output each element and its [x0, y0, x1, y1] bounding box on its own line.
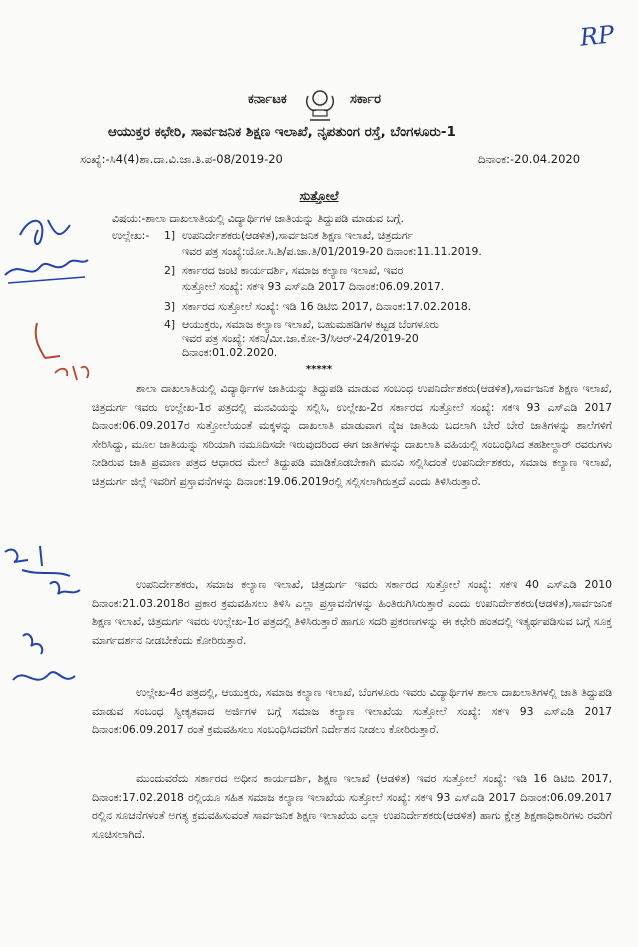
reference-2-line-2: ಸುತ್ತೋಲೆ ಸಂಖ್ಯೆ: ಸಕಇ 93 ಎಸ್ಎಡಿ 2017 ದಿನಾಂಕ:06.09.2017.	[182, 280, 445, 293]
paragraph-1: ಶಾಲಾ ದಾಖಲಾತಿಯಲ್ಲಿ ವಿದ್ಯಾರ್ಥಿಗಳ ಜಾತಿಯನ್ನು ತಿದ್ದುಪಡಿ ಮಾಡುವ ಸಂಬಂಧ ಉಪನಿರ್ದೇಶಕರು(ಆಡಳಿತ),ಸಾರ್ವಜನಿಕ ಶಿಕ್ಷಣ ಇಲಾಖೆ, ಚಿತ್ರದುರ್ಗ ಇವರು ಉಲ್ಲೇಖ-1ರ ಪತ್ರದಲ್ಲಿ ಮನವಿಯನ್ನು ಸಲ್ಲಿಸಿ, ಉಲ್ಲೇಖ-2ರ ಸರ್ಕಾರದ ಸುತ್ತೋಲೆ ಸಂಖ್ಯೆ: ಸಕಇ 93 ಎಸ್ಎಡಿ 2017 ದಿನಾಂಕ:06.09.2017ರ ಸುತ್ತೋಲೆಯಂತೆ ಮಕ್ಕಳನ್ನು ದಾಖಲಾತಿ ಮಾಡುವಾಗ ನೈಜ ಜಾತಿಯ ಬದಲಾಗಿ ಬೇರೆ ಬೇರೆ ಜಾತಿಗಳನ್ನು ಶಾಲೆಗಳಿಗೆ ಸೇರಿಸಿದ್ದು, ಮೂಲ ಜಾತಿಯನ್ನು ಸರಿಯಾಗಿ ನಮೂದಿಸದೇ ಇರುವುದರಿಂದ ಈಗ ಜಾತಿಗಳನ್ನು ದಾಖಲಾತಿ ವಹಿಯಲ್ಲಿ ಸಂಬಂಧಿಸಿದ ತಹಶೀಲ್ದಾರ್ ರವರುಗಳು ನೀಡಿರುವ ಜಾತಿ ಪ್ರಮಾಣ ಪತ್ರದ ಆಧಾರದ ಮೇಲೆ ತಿದ್ದುಪಡಿ ಮಾಡಿಕೊಡಬೇಕಾಗಿ ಮನವಿ ಸಲ್ಲಿಸಿದಂತೆ ಉಪನಿರ್ದೇಶಕರು, ಸಮಾಜ ಕಲ್ಯಾಣ ಇಲಾಖೆ, ಚಿತ್ರದುರ್ಗ ಜಿಲ್ಲೆ ಇವರಿಗೆ ಪ್ರಸ್ತಾವನೆಗಳನ್ನು ದಿನಾಂಕ:19.06.2019ರಲ್ಲಿ ಸಲ್ಲಿಸಲಾಗಿರುತ್ತದೆ ಎಂದು ತಿಳಿಸಿರುತ್ತಾರೆ.	[92, 382, 612, 488]
reference-1-number: 1]	[164, 229, 176, 242]
issue-date: ದಿನಾಂಕ:-20.04.2020	[478, 152, 581, 166]
reference-3-number: 3]	[164, 300, 176, 313]
reference-4-line-3: ದಿನಾಂಕ:01.02.2020.	[182, 346, 278, 359]
government-emblem-icon	[300, 84, 340, 124]
reference-4-line-2: ಇವರ ಪತ್ರ ಸಂಖ್ಯೆ: ಸಕನಿ/ಮೀ.ಜಾ.ಕೋ-3/ಸಿಆರ್-24/2019-20	[182, 332, 419, 345]
reference-3-line-1: ಸರ್ಕಾರದ ಸುತ್ತೋಲೆ ಸಂಖ್ಯೆ: ಇಡಿ 16 ಡಿಟಿಬಿ 2017, ದಿನಾಂಕ:17.02.2018.	[182, 300, 472, 313]
separator-stars: *****	[305, 364, 333, 375]
paragraph-4: ಮುಂದುವರೆದು ಸರ್ಕಾರದ ಅಧೀನ ಕಾರ್ಯದರ್ಶಿ, ಶಿಕ್ಷಣ ಇಲಾಖೆ (ಆಡಳಿತ) ಇವರ ಸುತ್ತೋಲೆ ಸಂಖ್ಯೆ: ಇಡಿ 16 ಡಿಟಿಬಿ 2017, ದಿನಾಂಕ:17.02.2018 ರಲ್ಲಿಯೂ ಸಹಿತ ಸಮಾಜ ಕಲ್ಯಾಣ ಇಲಾಖೆಯ ಸುತ್ತೋಲೆ ಸಂಖ್ಯೆ: ಸಕಇ 93 ಎಸ್ಎಡಿ 2017 ದಿನಾಂಕ:06.09.2017 ರಲ್ಲಿನ ಸೂಚನೆಗಳಂತೆ ಅಗತ್ಯ ಕ್ರಮವಹಿಸುವಂತೆ ಸಾರ್ವಜನಿಕ ಶಿಕ್ಷಣ ಇಲಾಖೆಯ ಎಲ್ಲಾ ಉಪನಿರ್ದೇಶಕರು(ಆಡಳಿತ) ಹಾಗು ಕ್ಷೇತ್ರ ಶಿಕ್ಷಣಾಧಿಕಾರಿಗಳು ರವರಿಗೆ ಸೂಚಿಸಲಾಗಿದೆ.	[92, 772, 612, 841]
margin-note-scribble	[0, 540, 90, 610]
reference-1-line-2: ಇವರ ಪತ್ರ ಸಂಖ್ಯೆ:ಯೋ.ಸಿ.ಶಿ/ಪ.ಜಾ.ತಿ/01/2019-20 ದಿನಾಂಕ:11.11.2019.	[182, 245, 482, 258]
subject-line: ವಿಷಯ:-ಶಾಲಾ ದಾಖಲಾತಿಯಲ್ಲಿ ವಿದ್ಯಾರ್ಥಿಗಳ ಜಾತಿಯನ್ನು ತಿದ್ದುಪಡಿ ಮಾಡುವ ಬಗ್ಗೆ.	[112, 212, 404, 225]
paragraph-2: ಉಪನಿರ್ದೇಶಕರು, ಸಮಾಜ ಕಲ್ಯಾಣ ಇಲಾಖೆ, ಚಿತ್ರದುರ್ಗ ಇವರು ಸರ್ಕಾರದ ಸುತ್ತೋಲೆ ಸಂಖ್ಯೆ: ಸಕಇ 40 ಎಸ್ಎಡಿ 2010 ದಿನಾಂಕ:21.03.2018ರ ಪ್ರಕಾರ ಕ್ರಮವಹಿಸಲು ತಿಳಿಸಿ ಎಲ್ಲಾ ಪ್ರಸ್ತಾವನೆಗಳನ್ನು ಹಿಂತಿರುಗಿಸಿರುತ್ತಾರೆ ಎಂದು ಉಪನಿರ್ದೇಶಕರು(ಆಡಳಿತ),ಸಾರ್ವಜನಿಕ ಶಿಕ್ಷಣ ಇಲಾಖೆ, ಚಿತ್ರದುರ್ಗ ಇವರು ಉಲ್ಲೇಖ-1ರ ಪತ್ರದಲ್ಲಿ ತಿಳಿಸಿರುತ್ತಾರೆ ಹಾಗೂ ಸದರಿ ಪ್ರಕರಣಗಳನ್ನು ಈ ಕಛೇರಿ ಹಂತದಲ್ಲಿ ಇತ್ಯರ್ಥಪಡಿಸುವ ಬಗ್ಗೆ ಸೂಕ್ತ ಮಾರ್ಗದರ್ಶನ ನೀಡಬೇಕೆಂದು ಕೋರಿರುತ್ತಾರೆ.	[92, 578, 612, 647]
margin-date-scribble	[25, 318, 95, 388]
reference-2-line-1: ಸರ್ಕಾರದ ಜಂಟಿ ಕಾರ್ಯದರ್ಶಿ, ಸಮಾಜ ಕಲ್ಯಾಣ ಇಲಾಖೆ, ಇವರ	[182, 264, 404, 277]
margin-signature-scribble	[0, 205, 90, 295]
reference-4-line-1: ಆಯುಕ್ತರು, ಸಮಾಜ ಕಲ್ಯಾಣ ಇಲಾಖೆ, ಬಹುಮಹಡಿಗಳ ಕಟ್ಟಡ ಬೆಂಗಳೂರು	[182, 318, 439, 331]
office-address: ಆಯುಕ್ತರ ಕಛೇರಿ, ಸಾರ್ವಜನಿಕ ಶಿಕ್ಷಣ ಇಲಾಖೆ, ನೃಪತುಂಗ ರಸ್ತೆ, ಬೆಂಗಳೂರು-1	[108, 124, 456, 140]
handwritten-initials: RP	[578, 20, 616, 52]
reference-2-number: 2]	[164, 264, 176, 277]
reference-1-line-1: ಉಪನಿರ್ದೇಶಕರು(ಆಡಳಿತ),ಸಾರ್ವಜನಿಕ ಶಿಕ್ಷಣ ಇಲಾಖೆ, ಚಿತ್ರದುರ್ಗ	[182, 229, 414, 242]
reference-4-number: 4]	[164, 318, 176, 331]
header-state: ಕರ್ನಾಟಕ	[248, 92, 287, 107]
paragraph-3: ಉಲ್ಲೇಖ-4ರ ಪತ್ರದಲ್ಲಿ, ಆಯುಕ್ತರು, ಸಮಾಜ ಕಲ್ಯಾಣ ಇಲಾಖೆ, ಬೆಂಗಳೂರು ಇವರು ವಿದ್ಯಾರ್ಥಿಗಳ ಶಾಲಾ ದಾಖಲಾತಿಗಳಲ್ಲಿ ಜಾತಿ ತಿದ್ದುಪಡಿ ಮಾಡುವ ಸಂಬಂಧ ಸ್ವೀಕೃತವಾದ ಅರ್ಜಿಗಳ ಬಗ್ಗೆ ಸಮಾಜ ಕಲ್ಯಾಣ ಇಲಾಖೆಯ ಸುತ್ತೋಲೆ ಸಂಖ್ಯೆ: ಸಕಇ 93 ಎಸ್ಎಡಿ 2017 ದಿನಾಂಕ:06.09.2017 ರಂತೆ ಕ್ರಮವಹಿಸಲು ಸಂಬಂಧಿಸಿದವರಿಗೆ ನಿರ್ದೇಶನ ನೀಡಲು ಕೋರಿರುತ್ತಾರೆ.	[92, 686, 612, 736]
margin-note-scribble-2	[5, 630, 85, 700]
header-government: ಸರ್ಕಾರ	[350, 92, 381, 107]
reference-number: ಸಂಖ್ಯೆ:-ಸಿ4(4)ಶಾ.ದಾ.ವಿ.ಜಾ.ತಿ.ಪ-08/2019-20	[80, 152, 283, 166]
document-title: ಸುತ್ತೋಲೆ	[299, 188, 339, 203]
references-label: ಉಲ್ಲೇಖ:-	[112, 229, 150, 242]
